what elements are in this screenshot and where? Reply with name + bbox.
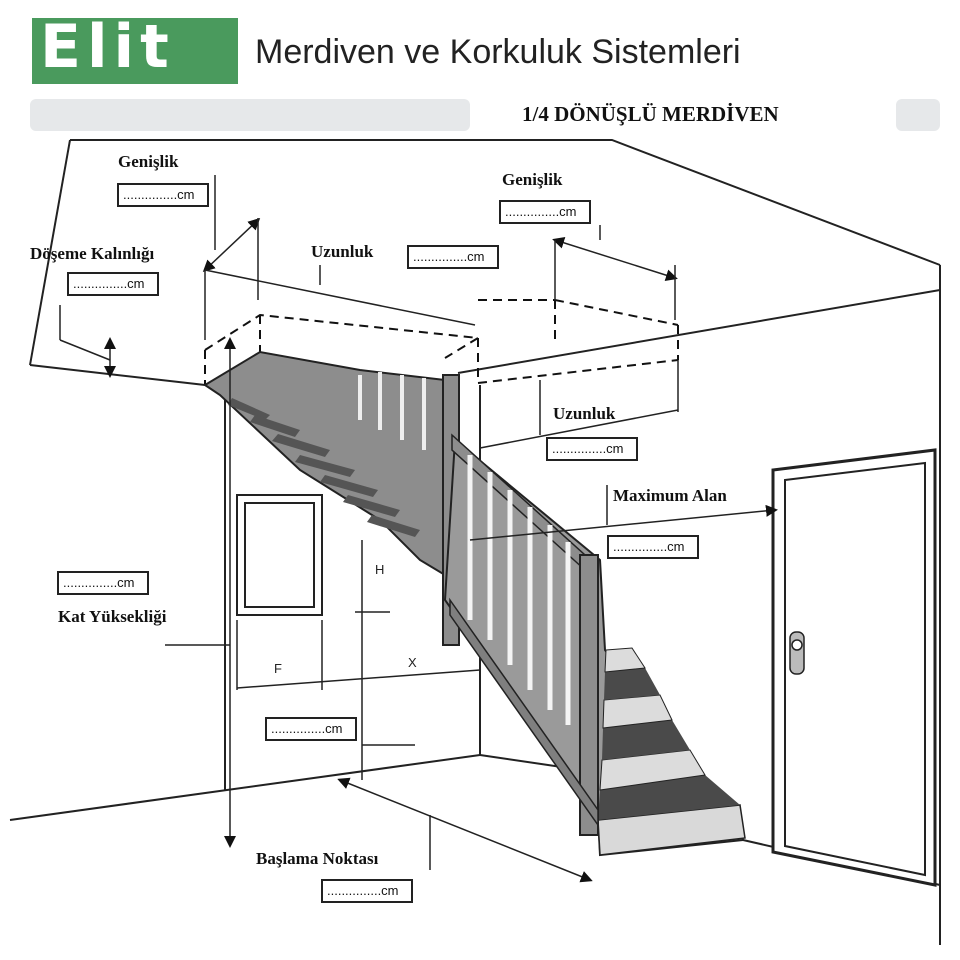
field-kat-yuksekligi[interactable]: ...............cm [57, 571, 149, 595]
label-baslama-noktasi: Başlama Noktası [256, 849, 379, 868]
logo-text: Elit [40, 12, 175, 82]
label-maximum-alan: Maximum Alan [613, 486, 727, 505]
label-genislik-right: Genişlik [502, 170, 563, 189]
label-kat-yuksekligi: Kat Yüksekliği [58, 607, 167, 626]
field-uzunluk-right[interactable]: ...............cm [546, 437, 638, 461]
label-f: F [274, 661, 282, 676]
field-genislik-right[interactable]: ...............cm [499, 200, 591, 224]
field-doseme-kalinligi[interactable]: ...............cm [67, 272, 159, 296]
brand-title: Merdiven ve Korkuluk Sistemleri [255, 33, 741, 71]
field-fx[interactable]: ...............cm [265, 717, 357, 741]
upper-flight [205, 352, 445, 575]
field-uzunluk-top[interactable]: ...............cm [407, 245, 499, 269]
label-doseme-kalinligi: Döşeme Kalınlığı [30, 244, 155, 263]
label-genislik-left: Genişlik [118, 152, 179, 171]
field-baslama-noktasi[interactable]: ...............cm [321, 879, 413, 903]
label-x: X [408, 655, 417, 670]
diagram-title: 1/4 DÖNÜŞLÜ MERDİVEN [522, 102, 779, 126]
field-maximum-alan[interactable]: ...............cm [607, 535, 699, 559]
door [773, 450, 935, 885]
field-genislik-left[interactable]: ...............cm [117, 183, 209, 207]
label-uzunluk-top: Uzunluk [311, 242, 374, 261]
label-h: H [375, 562, 385, 577]
label-uzunluk-right: Uzunluk [553, 404, 616, 423]
window-frame [237, 495, 322, 615]
